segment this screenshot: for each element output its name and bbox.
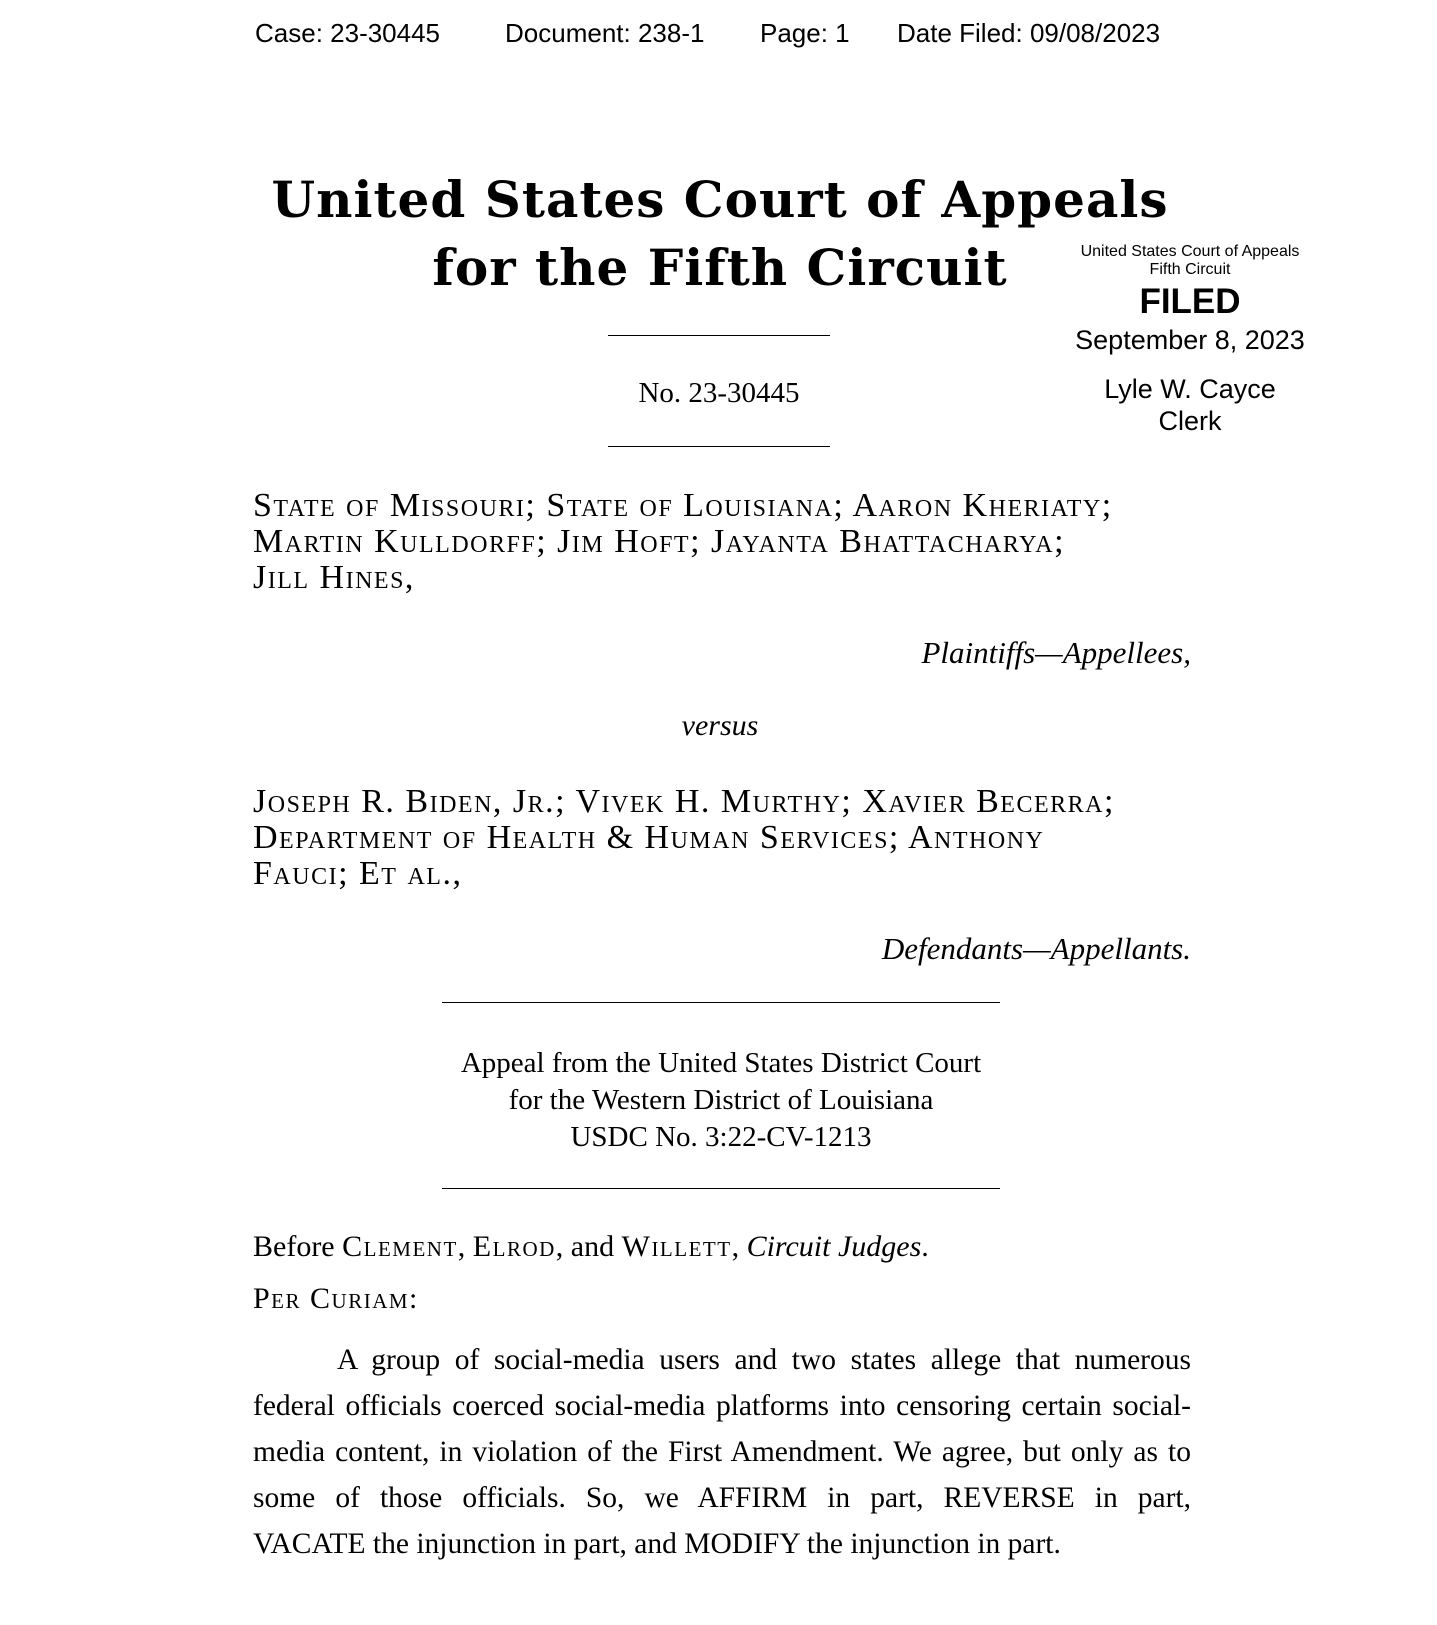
case-number-header: Case: 23-30445 xyxy=(255,18,441,48)
per-curiam-heading: Per Curiam: xyxy=(253,1282,419,1315)
document-number-header: Document: 238-1 xyxy=(505,18,705,48)
panel-separator: , and xyxy=(555,1230,615,1263)
appeal-top-rule xyxy=(442,1002,1000,1003)
docket-top-rule xyxy=(608,335,830,336)
plaintiffs-line1: State of Missouri; State of Louisiana; Aaron Kheriaty; xyxy=(253,487,1113,524)
plaintiffs-role: Plaintiffs—Appellees, xyxy=(921,635,1191,670)
opinion-line3: media content, in violation of the First Amendment. We agree, but only as to xyxy=(253,1436,1191,1468)
defendants-line3: Fauci; Et al., xyxy=(253,855,463,892)
defendants-line2: Department of Health & Human Services; Anthony xyxy=(253,819,1045,856)
filed-stamp xyxy=(1060,243,1320,437)
appeal-line2: for the Western District of Louisiana xyxy=(508,1084,934,1116)
judge-elrod: Elrod xyxy=(472,1230,556,1263)
panel-separator: , xyxy=(457,1230,466,1263)
docket-number: No. 23-30445 xyxy=(638,377,800,409)
opinion-line2: federal officials coerced social-media platforms into censoring certain social- xyxy=(253,1390,1191,1422)
stamp-status: FILED xyxy=(1139,282,1241,321)
opinion-line4: some of those officials. So, we AFFIRM in part, REVERSE in part, xyxy=(253,1482,1191,1514)
docket-bottom-rule xyxy=(608,446,830,447)
opinion-paragraph xyxy=(253,1337,1191,1567)
stamp-date: September 8, 2023 xyxy=(1075,325,1305,355)
panel-end: . xyxy=(921,1230,929,1263)
date-filed-header: Date Filed: 09/08/2023 xyxy=(897,18,1161,48)
judge-clement: Clement xyxy=(342,1230,458,1263)
panel-title: Circuit Judges xyxy=(746,1230,922,1263)
stamp-clerk-name: Lyle W. Cayce xyxy=(1104,374,1276,404)
judge-willett: Willett xyxy=(621,1230,732,1263)
stamp-clerk-title: Clerk xyxy=(1158,406,1222,436)
stamp-circuit: Fifth Circuit xyxy=(1149,261,1231,278)
opinion-line1: A group of social-media users and two states allege that numerous xyxy=(337,1344,1191,1376)
court-title-line2: for the Fifth Circuit xyxy=(432,238,1008,297)
defendants-line1: Joseph R. Biden, Jr.; Vivek H. Murthy; Xavier Becerra; xyxy=(253,783,1115,820)
plaintiffs-line3: Jill Hines, xyxy=(253,559,415,596)
panel-separator: , xyxy=(731,1230,740,1263)
stamp-court: United States Court of Appeals xyxy=(1080,243,1300,260)
defendants-list xyxy=(253,784,1203,892)
appeal-origin xyxy=(400,1045,1042,1156)
appeal-bottom-rule xyxy=(442,1188,1000,1189)
appeal-line3: USDC No. 3:22-CV-1213 xyxy=(570,1121,872,1153)
opinion-line5: VACATE the injunction in part, and MODIFY the injunction in part. xyxy=(253,1528,1061,1560)
appeal-line1: Appeal from the United States District Court xyxy=(460,1047,982,1079)
plaintiffs-list xyxy=(253,488,1203,596)
versus-label: versus xyxy=(681,709,759,742)
panel-line xyxy=(253,1230,929,1264)
defendants-role: Defendants—Appellants. xyxy=(881,931,1191,966)
page-number-header: Page: 1 xyxy=(760,18,850,48)
panel-before: Before xyxy=(253,1230,335,1263)
plaintiffs-line2: Martin Kulldorff; Jim Hoft; Jayanta Bhattacharya; xyxy=(253,523,1066,560)
court-title-line1: United States Court of Appeals xyxy=(271,170,1169,229)
